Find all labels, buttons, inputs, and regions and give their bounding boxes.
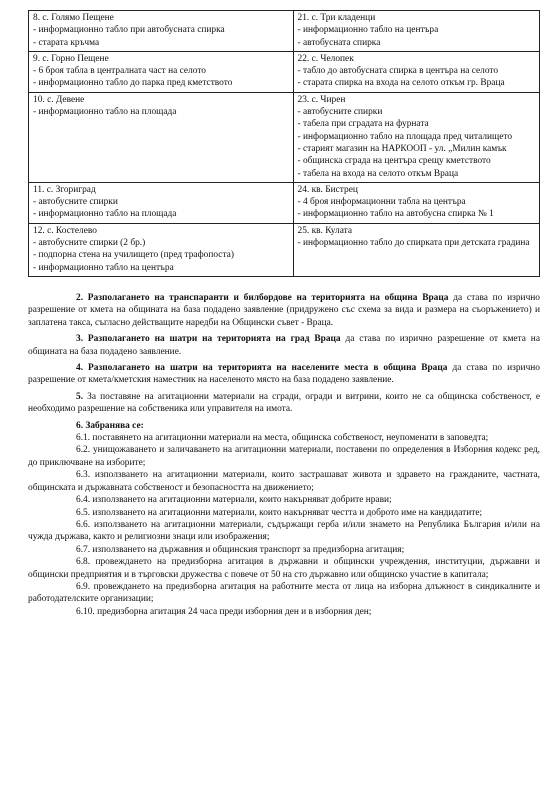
prohibition-item: 6.4. използването на агитационни материали, които накърняват добрите нрави; xyxy=(76,495,392,506)
location-title: 22. с. Челопек xyxy=(297,53,354,64)
location-item: - информационно табло до спирката при детската градина xyxy=(297,238,530,249)
location-item: - информационно табло на площада xyxy=(33,107,177,118)
location-item: - информационно табло на центъра xyxy=(297,25,439,36)
table-cell-right xyxy=(293,223,540,276)
location-item: - подпорна стена на училището (пред трафопоста) xyxy=(33,250,234,261)
table-row xyxy=(29,182,540,223)
table-row xyxy=(29,11,540,52)
prohibition-item: 6.1. поставянето на агитационни материали на места, общинска собственост, неупоменати в заповедта; xyxy=(76,433,489,444)
location-item: - информационно табло до парка пред кметството xyxy=(33,78,233,89)
location-item: - 4 броя информационни табла на центъра xyxy=(297,197,466,208)
paragraph-3-text: да става по изрично разрешение от кмета на общината на база подадено заявление. xyxy=(28,334,540,357)
paragraph-5 xyxy=(28,391,540,416)
location-item: - информационно табло на площада пред читалището xyxy=(297,131,513,142)
location-title: 24. кв. Бистрец xyxy=(297,184,358,195)
prohibition-item: 6.6. използването на агитационни материали, съдържащи герба и/или знамето на Република България и/или на чужда държава, както и религиозни знаци или изображения; xyxy=(28,519,540,543)
location-title: 11. с. Згориград xyxy=(33,184,96,195)
table-cell-right xyxy=(293,92,540,182)
location-title: 10. с. Девене xyxy=(33,94,85,105)
document-body xyxy=(28,292,540,618)
location-item: - информационно табло на центъра xyxy=(33,262,174,273)
paragraph-4 xyxy=(28,362,540,387)
location-item: - информационно табло на автобусна спирка № 1 xyxy=(297,209,494,220)
paragraph-4-text: да става по изрично разрешение от кмета/кметския наместник на населеното място на база подадено заявление. xyxy=(28,363,540,386)
location-item: - автобусните спирки xyxy=(297,107,383,118)
table-cell-left xyxy=(29,51,294,92)
paragraph-5-text: За поставяне на агитационни материали на сгради, огради и витрини, които не са общинска собственост, е необходимо разрешение на собственика или управителя на имота. xyxy=(28,391,540,415)
location-item: - общинска сграда на центъра срещу кметството xyxy=(297,156,491,167)
table-cell-left xyxy=(29,182,294,223)
location-item: - старият магазин на НАРКООП - ул. „Милин камък xyxy=(297,143,507,154)
table-row xyxy=(29,92,540,182)
prohibition-item: 6.5. използването на агитационни материали, които накърняват честта и доброто име на кандидатите; xyxy=(76,507,483,518)
table-cell-right xyxy=(293,11,540,52)
location-item: - табло до автобусната спирка в центъра на селото xyxy=(297,66,499,77)
paragraph-6 xyxy=(28,420,540,432)
location-title: 23. с. Чирен xyxy=(297,94,346,105)
paragraph-2-heading: 2. Разполагането на транспаранти и билбордове на територията на община Враца xyxy=(76,293,449,303)
location-title: 25. кв. Кулата xyxy=(297,225,353,236)
paragraph-6-heading: 6. Забранява се: xyxy=(76,420,144,431)
prohibition-item: 6.8. провеждането на предизборна агитация в държавни и общински учреждения, институции, държавни и общински предприятия и в търговски дружества с повече от 50 на сто държавно или общинско участие в капитала; xyxy=(28,557,540,580)
prohibition-item: 6.7. използването на държавния и общинския транспорт за предизборна агитация; xyxy=(76,544,405,555)
location-item: - автобусната спирка xyxy=(297,37,381,48)
paragraph-3 xyxy=(28,333,540,358)
location-item: - табела при сградата на фурната xyxy=(297,119,429,130)
location-title: 12. с. Костелево xyxy=(33,225,97,236)
location-item: - автобусните спирки (2 бр.) xyxy=(33,238,146,249)
location-item: - информационно табло при автобусната спирка xyxy=(33,25,225,36)
paragraph-3-heading: 3. Разполагането на шатри на територията на град Враца xyxy=(76,334,341,345)
table-cell-right xyxy=(293,51,540,92)
table-row xyxy=(29,223,540,276)
location-item: - информационно табло на площада xyxy=(33,209,177,220)
location-title: 8. с. Голямо Пещене xyxy=(33,13,114,23)
paragraph-5-heading: 5. xyxy=(76,391,84,402)
paragraph-2 xyxy=(28,292,540,329)
location-item: - 6 броя табла в централната част на селото xyxy=(33,66,206,77)
table-cell-left xyxy=(29,223,294,276)
location-title: 21. с. Три кладенци xyxy=(297,13,376,23)
prohibition-item: 6.2. унищожаването и заличаването на агитационни материали, поставени по определения в Изборния кодекс ред, до приключване на изборите; xyxy=(28,445,540,468)
prohibition-item: 6.9. провеждането на предизборна агитация на работните места от лица на изборна длъжност в синдикалните и работодателските организации; xyxy=(28,581,540,605)
location-title: 9. с. Горно Пещене xyxy=(33,53,109,64)
table-cell-left xyxy=(29,11,294,52)
prohibition-item: 6.10. предизборна агитация 24 часа преди изборния ден и в изборния ден; xyxy=(76,606,372,617)
location-item: - старата кръчма xyxy=(33,37,100,48)
table-row xyxy=(29,51,540,92)
paragraph-4-heading: 4. Разполагането на шатри на територията на населените места в община Враца xyxy=(76,363,448,374)
prohibition-item: 6.3. използването на агитационни материали, които застрашават живота и здравето на гражданите, частната, общинската и държавната собственост и безопасността на движението; xyxy=(28,470,540,493)
locations-table xyxy=(28,10,540,277)
location-item: - автобусните спирки xyxy=(33,197,118,208)
prohibitions-list xyxy=(28,432,540,618)
paragraph-2-text: да става по изрично разрешение от кмета на общината на база подадено заявление (придружено със схема за вида и размера на съоръжението) и заплатена такса, съгласно действащите наредби на Общински съвет - Враца. xyxy=(28,293,540,328)
table-cell-left xyxy=(29,92,294,182)
table-cell-right xyxy=(293,182,540,223)
location-item: - табела на входа на селото откъм Враца xyxy=(297,168,459,179)
location-item: - старата спирка на входа на селото откъм гр. Враца xyxy=(297,78,505,89)
